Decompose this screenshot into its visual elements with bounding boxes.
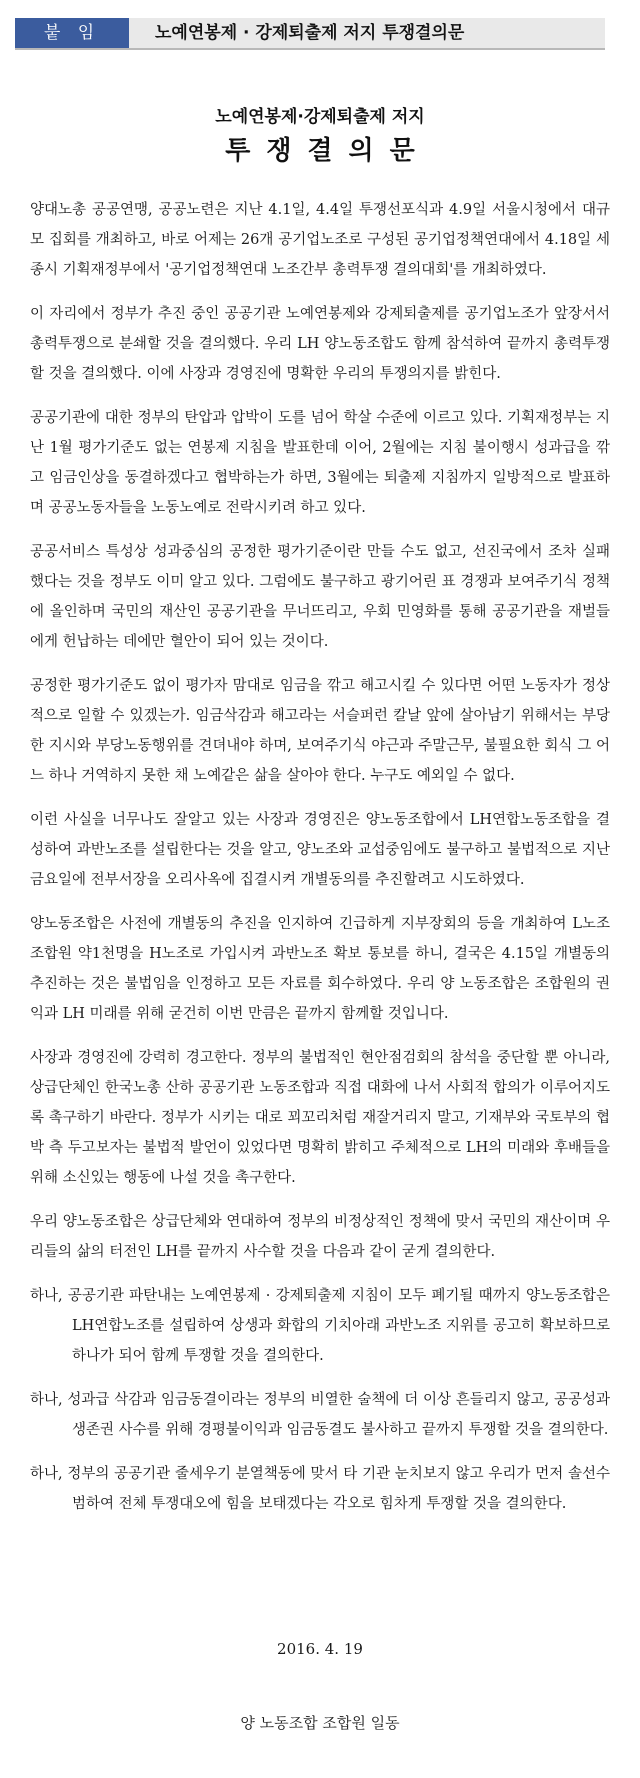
paragraph: 공공서비스 특성상 성과중심의 공정한 평가기준이란 만들 수도 없고, 선진국에서 조차 실패했다는 것을 정부도 이미 알고 있다. 그럼에도 불구하고 광기어린 표 경쟁과 보여주기식 정책에 올인하며 국민의 재산인 공공기관을 무너뜨리고, 우회 민영화를 통해 공공기관을 재벌들에게 헌납하는 데에만 혈안이 되어 있는 것이다. [30, 544, 610, 650]
signature-line: 양 노동조합 조합원 일동 [240, 1714, 400, 1732]
paragraph: 양노동조합은 사전에 개별동의 추진을 인지하여 긴급하게 지부장회의 등을 개최하여 L노조 조합원 약1천명을 H노조로 가입시켜 과반노조 확보 통보를 하니, 결국은 4.15일 개별동의 추진하는 것은 불법임을 인정하고 모든 자료를 회수하였다. 우리 양 노동조합은 조합원의 권익과 LH 미래를 위해 굳건히 이번 만큼은 끝까지 함께할 것입니다. [30, 916, 610, 1022]
paragraph: 이런 사실을 너무나도 잘알고 있는 사장과 경영진은 양노동조합에서 LH연합노동조합을 결성하여 과반노조를 설립한다는 것을 알고, 양노조와 교섭중임에도 불구하고 불법적으로 지난 금요일에 전부서장을 오리사옥에 집결시켜 개별동의를 추진할려고 시도하였다. [30, 812, 610, 888]
document-title: 투쟁결의문 [225, 136, 431, 166]
document-body [30, 195, 610, 1533]
resolution-item: 하나, 공공기관 파탄내는 노예연봉제 · 강제퇴출제 지침이 모두 폐기될 때까지 양노동조합은 LH연합노조를 설립하여 상생과 화합의 기치아래 과반노조 지위를 공고히 확보하므로 하나가 되어 함께 투쟁할 것을 결의한다. [30, 1288, 610, 1364]
attachment-badge: 붙 임 [15, 18, 129, 48]
paragraph: 양대노총 공공연맹, 공공노련은 지난 4.1일, 4.4일 투쟁선포식과 4.9일 서울시청에서 대규모 집회를 개최하고, 바로 어제는 26개 공기업노조로 구성된 공기업정책연대에서 4.18일 세종시 기획재정부에서 '공기업정책연대 노조간부 총력투쟁 결의대회'를 개최하였다. [30, 202, 610, 278]
resolution-item: 하나, 정부의 공공기관 줄세우기 분열책동에 맞서 타 기관 눈치보지 않고 우리가 먼저 솔선수범하여 전체 투쟁대오에 힘을 보태겠다는 각오로 힘차게 투쟁할 것을 결의한다. [30, 1466, 610, 1512]
paragraph: 사장과 경영진에 강력히 경고한다. 정부의 불법적인 현안점검회의 참석을 중단할 뿐 아니라, 상급단체인 한국노총 산하 공공기관 노동조합과 직접 대화에 나서 사회적 합의가 이루어지도록 촉구하기 바란다. 정부가 시키는 대로 꾀꼬리처럼 재잘거리지 말고, 기재부와 국토부의 협박 측 두고보자는 불법적 발언이 있었다면 명확히 밝히고 주체적으로 LH의 미래와 후배들을 위해 소신있는 행동에 나설 것을 촉구한다. [30, 1050, 610, 1186]
paragraph: 우리 양노동조합은 상급단체와 연대하여 정부의 비정상적인 정책에 맞서 국민의 재산이며 우리들의 삶의 터전인 LH를 끝까지 사수할 것을 다음과 같이 굳게 결의한다. [30, 1214, 610, 1260]
paragraph: 공정한 평가기준도 없이 평가자 맘대로 임금을 깎고 해고시킬 수 있다면 어떤 노동자가 정상적으로 일할 수 있겠는가. 임금삭감과 해고라는 서슬퍼런 칼날 앞에 살아남기 위해서는 부당한 지시와 부당노동행위를 견뎌내야 하며, 보여주기식 야근과 주말근무, 불필요한 회식 그 어느 하나 거역하지 못한 채 노예같은 삶을 살아야 한다. 누구도 예외일 수 없다. [30, 678, 610, 784]
attachment-title: 노예연봉제 · 강제퇴출제 저지 투쟁결의문 [155, 23, 465, 43]
resolution-item: 하나, 성과급 삭감과 임금동결이라는 정부의 비열한 술책에 더 이상 흔들리지 않고, 공공성과 생존권 사수를 위해 경평불이익과 임금동결도 불사하고 끝까지 투쟁할 것을 결의한다. [30, 1392, 610, 1438]
paragraph: 공공기관에 대한 정부의 탄압과 압박이 도를 넘어 학살 수준에 이르고 있다. 기획재정부는 지난 1월 평가기준도 없는 연봉제 지침을 발표한데 이어, 2월에는 지침 불이행시 성과급을 깎고 임금인상을 동결하겠다고 협박하는가 하면, 3월에는 퇴출제 지침까지 일방적으로 발표하며 공공노동자들을 노동노예로 전락시키려 하고 있다. [30, 410, 610, 516]
paragraph: 이 자리에서 정부가 추진 중인 공공기관 노예연봉제와 강제퇴출제를 공기업노조가 앞장서서 총력투쟁으로 분쇄할 것을 결의했다. 우리 LH 양노동조합도 함께 참석하여 끝까지 총력투쟁할 것을 결의했다. 이에 사장과 경영진에 명확한 우리의 투쟁의지를 밝힌다. [30, 306, 610, 382]
document-subtitle: 노예연봉제·강제퇴출제 저지 [215, 107, 425, 127]
attachment-header [15, 18, 605, 50]
document-date: 2016. 4. 19 [277, 1640, 363, 1658]
